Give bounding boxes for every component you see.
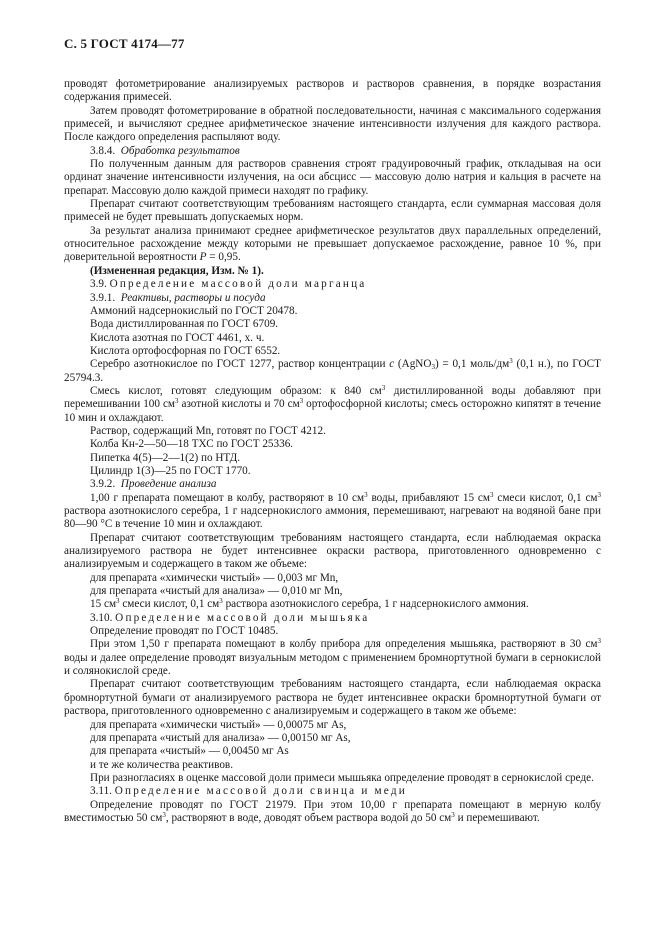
paragraph: Препарат считают соответствующим требованиям настоящего стандарта, если суммарная массовая доля примесей не будет превышать допускаемых норм.	[64, 198, 601, 224]
reagent-item: Кислота ортофосфорная по ГОСТ 6552.	[90, 344, 281, 357]
section-3-10-heading: 3.10. Определение массовой доли мышьяка	[90, 611, 370, 624]
limit-item: для препарата «химически чистый» — 0,00075 мг As,	[90, 718, 347, 731]
section-3-9-2-heading: 3.9.2. Проведение анализа	[90, 478, 217, 491]
reagent-item: Цилиндр 1(3)—25 по ГОСТ 1770.	[90, 464, 251, 477]
section-3-9-heading: 3.9. Определение массовой доли марганца	[90, 278, 367, 291]
reagent-item: Колба Кн-2—50—18 ТХС по ГОСТ 25336.	[90, 438, 294, 451]
reagent-item: Вода дистиллированная по ГОСТ 6709.	[90, 318, 279, 331]
paragraph: и те же количества реактивов.	[90, 758, 233, 771]
paragraph: При этом 1,50 г препарата помещают в колбу прибора для определения мышьяка, растворяют в 30 $см^3$ воды и далее определение проводят визуальным методом с применением бромнортутной бумаги в сернокислой и солянокислой среде.	[64, 637, 601, 678]
limit-item: для препарата «чистый для анализа» — 0,00150 мг As,	[90, 731, 351, 744]
paragraph: 15 $см^3$ смеси кислот, 0,1 $см^3$ раствора азотнокислого серебра, 1 г надсернокислого аммония.	[90, 597, 529, 611]
amendment-note: (Измененная редакция, Изм. № 1).	[90, 264, 264, 277]
paragraph: При разногласиях в оценке массовой доли примеси мышьяка определение проводят в сернокислой среде.	[90, 771, 594, 784]
paragraph: Затем проводят фотометрирование в обратной последовательности, начиная с максимального содержания примесей, и вычисляют среднее арифметическое значение интенсивности излучения для каждого раствора. После каждого определения распыляют воду.	[64, 104, 601, 144]
section-3-9-1-heading: 3.9.1. Реактивы, растворы и посуда	[90, 291, 266, 304]
paragraph: Препарат считают соответствующим требованиям настоящего стандарта, если наблюдаемая окраска бромнортутной бумаги от анализируемого раствора не будет интенсивнее окраски бромнортутной бумаги от раствора, приготовленного одновременно с анализируемым и содержащего в таком же объеме:	[64, 678, 601, 718]
limit-item: для препарата «чистый для анализа» — 0,010 мг Mn,	[90, 585, 343, 598]
paragraph: проводят фотометрирование анализируемых растворов и растворов сравнения, в порядке возрастания содержания примесей.	[64, 78, 601, 104]
section-3-11-heading: 3.11. Определение массовой доли свинца и меди	[90, 785, 407, 798]
reagent-item: Аммоний надсернокислый по ГОСТ 20478.	[90, 304, 298, 317]
paragraph: 1,00 г препарата помещают в колбу, растворяют в 10 $см^3$ воды, прибавляют 15 $см^3$ смеси кислот, 0,1 $см^3$ раствора азотнокислого серебра, 1 г надсернокислого аммония, перемешивают, нагревают на водяной бане при 80—90 °С в течение 10 мин и охлаждают.	[64, 490, 601, 531]
section-3-8-4-heading: 3.8.4. Обработка результатов	[90, 144, 240, 157]
paragraph: За результат анализа принимают среднее арифметическое результатов двух параллельных определений, относительное расхождение между которыми не превышает допускаемое расхождение, равное 10 %, при доверительной вероятности P = 0,95.	[64, 224, 601, 264]
reagent-item: Серебро азотнокислое по ГОСТ 1277, раствор концентрации c (AgNO$_3$) = 0,1 моль/$дм^3$ (0,1 н.), по ГОСТ 25794.3.	[64, 357, 601, 384]
limit-item: для препарата «чистый» — 0,00450 мг As	[90, 745, 289, 758]
reagent-item: Кислота азотная по ГОСТ 4461, х. ч.	[90, 331, 265, 344]
paragraph: По полученным данным для растворов сравнения строят градуировочный график, откладывая на оси ординат значение интенсивности излучения, на оси абсцисс — массовую долю натрия и кальция в расчете на препарат. Массовую долю каждой примеси находят по графику.	[64, 158, 601, 197]
limit-item: для препарата «химически чистый» — 0,003 мг Mn,	[90, 571, 339, 584]
page-header: С. 5 ГОСТ 4174—77	[64, 36, 185, 51]
paragraph: Препарат считают соответствующим требованиям настоящего стандарта, если наблюдаемая окраска анализируемого раствора не будет интенсивнее окраски раствора, приготовленного одновременно с анализируемым и содержащего в таком же объеме:	[64, 531, 601, 571]
reagent-item: Пипетка 4(5)—2—1(2) по НТД.	[90, 451, 240, 464]
document-body	[64, 78, 601, 825]
document-page	[64, 36, 601, 825]
reagent-item: Раствор, содержащий Mn, готовят по ГОСТ 4212.	[90, 424, 326, 437]
paragraph: Определение проводят по ГОСТ 10485.	[90, 625, 279, 638]
paragraph: Определение проводят по ГОСТ 21979. При этом 10,00 г препарата помещают в мерную колбу вместимостью 50 $см^3$, растворяют в воде, доводят объем раствора водой до 50 $см^3$ и перемешивают.	[64, 798, 601, 824]
reagent-item: Смесь кислот, готовят следующим образом: к 840 $см^3$ дистиллированной воды добавляют при перемешивании 100 $см^3$ азотной кислоты и 70 $см^3$ ортофосфорной кислоты; смесь осторожно кипятят в течение 10 мин и охлаждают.	[64, 383, 601, 424]
